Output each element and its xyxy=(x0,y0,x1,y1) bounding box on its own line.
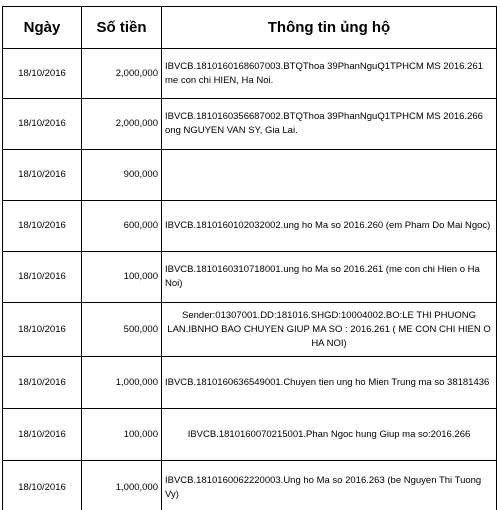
info-cell: IBVCB.1810160310718001.ung ho Ma so 2016.261 (me con chi Hien o Ha Noi) xyxy=(162,252,497,303)
table-row xyxy=(3,357,497,409)
date-cell: 18/10/2016 xyxy=(3,99,82,150)
date-cell: 18/10/2016 xyxy=(3,409,82,461)
date-cell: 18/10/2016 xyxy=(3,49,82,99)
amount-cell: 500,000 xyxy=(82,303,162,357)
amount-cell: 2,000,000 xyxy=(82,99,162,150)
donation-table xyxy=(2,6,497,510)
amount-cell: 100,000 xyxy=(82,252,162,303)
date-cell: 18/10/2016 xyxy=(3,150,82,201)
info-cell: IBVCB.1810160168607003.BTQThoa 39PhanNguQ1TPHCM MS 2016.261 me con chi HIEN, Ha Noi. xyxy=(162,49,497,99)
amount-cell: 100,000 xyxy=(82,409,162,461)
info-cell: Sender:01307001.DD:181016.SHGD:10004002.BO:LE THI PHUONG LAN.IBNHO BAO CHUYEN GIUP MA SO : 2016.261 ( ME CON CHI HIEN O HA NOI) xyxy=(162,303,497,357)
amount-cell: 1,000,000 xyxy=(82,357,162,409)
header-amount: Số tiền xyxy=(82,7,162,49)
table-row xyxy=(3,99,497,150)
table-row xyxy=(3,409,497,461)
table-row xyxy=(3,461,497,510)
header-date: Ngày xyxy=(3,7,82,49)
info-cell: IBVCB.1810160070215001.Phan Ngoc hung Giup ma so:2016.266 xyxy=(162,409,497,461)
info-cell: IBVCB.1810160636549001.Chuyen tien ung ho Mien Trung ma so 38181436 xyxy=(162,357,497,409)
amount-cell: 900,000 xyxy=(82,150,162,201)
table-row xyxy=(3,201,497,252)
header-info: Thông tin ủng hộ xyxy=(162,7,497,49)
amount-cell: 600,000 xyxy=(82,201,162,252)
amount-cell: 1,000,000 xyxy=(82,461,162,510)
date-cell: 18/10/2016 xyxy=(3,303,82,357)
info-cell: IBVCB.1810160102032002.ung ho Ma so 2016.260 (em Pham Do Mai Ngoc) xyxy=(162,201,497,252)
date-cell: 18/10/2016 xyxy=(3,461,82,510)
date-cell: 18/10/2016 xyxy=(3,252,82,303)
date-cell: 18/10/2016 xyxy=(3,357,82,409)
info-cell xyxy=(162,150,497,201)
table-row xyxy=(3,49,497,99)
table-row xyxy=(3,252,497,303)
amount-cell: 2,000,000 xyxy=(82,49,162,99)
header-row xyxy=(3,7,497,49)
table-row xyxy=(3,150,497,201)
info-cell: IBVCB.1810160356687002.BTQThoa 39PhanNguQ1TPHCM MS 2016.266 ong NGUYEN VAN SY, Gia Lai. xyxy=(162,99,497,150)
table-row xyxy=(3,303,497,357)
date-cell: 18/10/2016 xyxy=(3,201,82,252)
info-cell: IBVCB.1810160062220003.Ung ho Ma so 2016.263 (be Nguyen Thi Tuong Vy) xyxy=(162,461,497,510)
